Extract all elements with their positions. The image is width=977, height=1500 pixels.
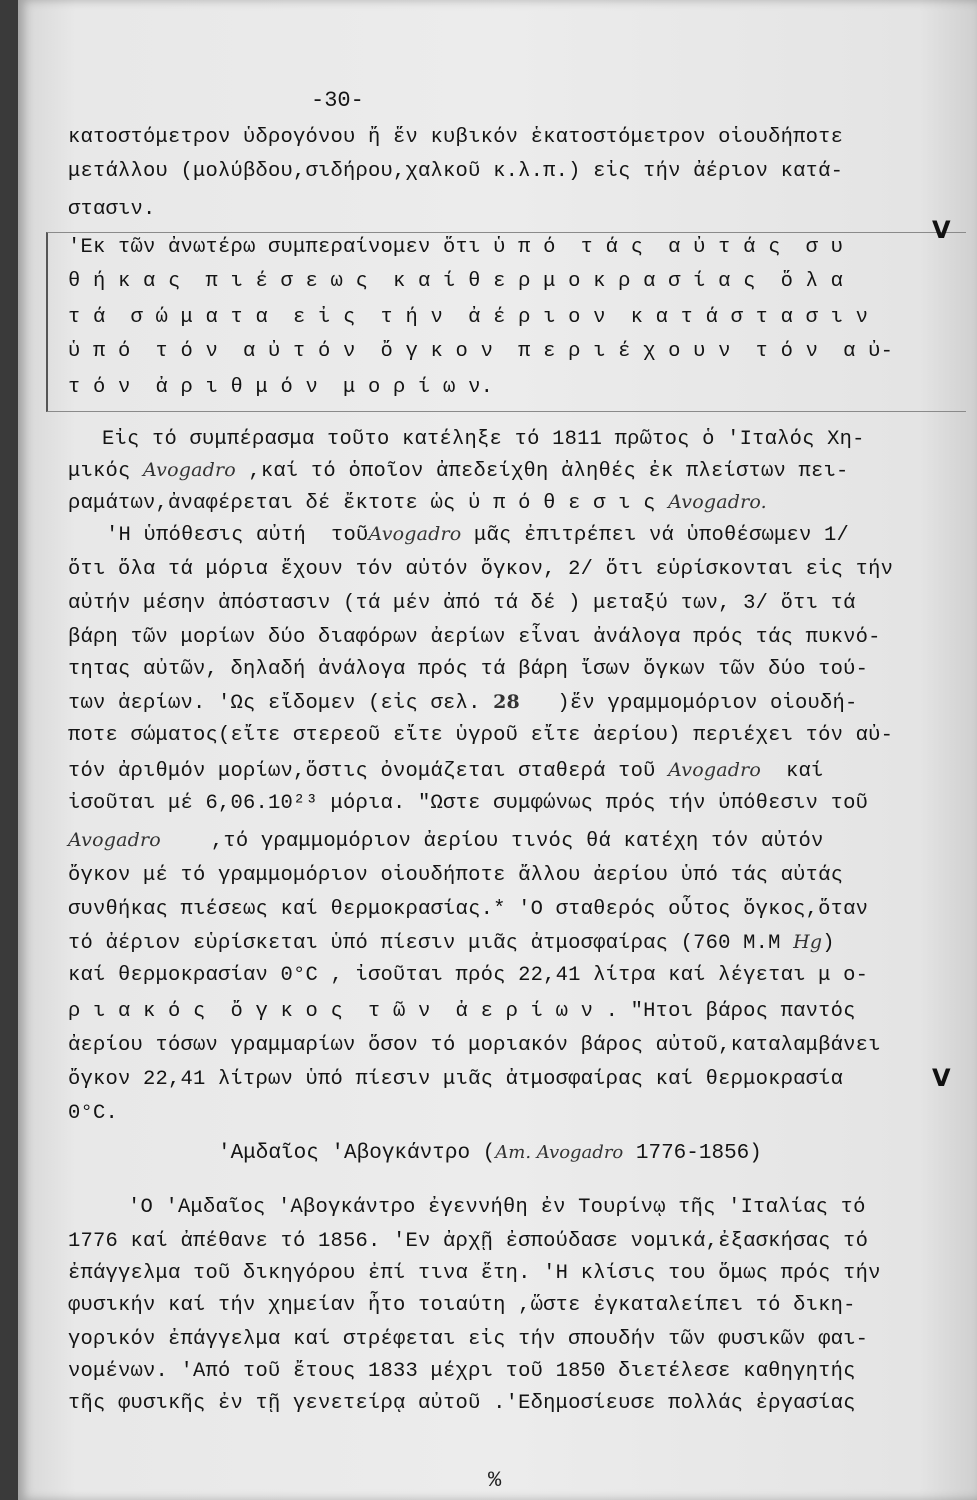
- text-line: ὄγκον 22,41 λίτρων ὑπό πίεσιν μιᾶς ἀτμοσφαίρας καί θερμοκρασία: [68, 1068, 844, 1091]
- text-line: ραμάτων,ἀναφέρεται δέ ἔκτοτε ὡς ὑ π ό θ ε σ ι ς Avogadro.: [68, 491, 767, 515]
- text-line: αὐτήν μέσην ἀπόστασιν (τά μέν ἀπό τά δέ ) μεταξύ των, 3/ ὅτι τά: [68, 592, 856, 615]
- boxed-line: τ ά σ ώ μ α τ α ε ἰ ς τ ή ν ἀ έ ρ ι ο ν κ α τ ά σ τ α σ ι ν: [68, 306, 869, 329]
- handwritten-name: Avogadro: [143, 459, 236, 481]
- document-page: [18, 0, 977, 1500]
- text-line: ἰσοῦται μέ 6,06.10²³ μόρια. "Ωστε συμφώνως πρός τήν ὑπόθεσιν τοῦ: [68, 792, 869, 815]
- text-line: γορικόν ἐπάγγελμα καί στρέφεται εἰς τήν σπουδήν τῶν φυσικῶν φαι-: [68, 1328, 869, 1351]
- page-number: -30-: [311, 88, 364, 113]
- handwritten-name: Avogadro.: [668, 491, 767, 513]
- handwritten-page-ref: 28: [493, 691, 520, 713]
- text-line: νομένων. 'Από τοῦ ἔτους 1833 μέχρι τοῦ 1850 διετέλεσε καθηγητής: [68, 1360, 856, 1383]
- text-line: ρ ι α κ ό ς ὄ γ κ ο ς τ ῶ ν ἀ ε ρ ί ω ν . "Ητοι βάρος παντός: [68, 1000, 856, 1023]
- text-line: 'Η ὑπόθεσις αὐτή τοῦAvogadro μᾶς ἐπιτρέπει νά ὑποθέσωμεν 1/: [106, 523, 850, 547]
- handwritten-unit: Hg: [793, 931, 823, 953]
- check-mark-icon: V: [932, 1064, 951, 1092]
- text-line: μικός Avogadro ,καί τό ὁποῖον ἀπεδείχθη ἀληθές ἐκ πλείστων πει-: [68, 459, 849, 483]
- footer-mark: %: [488, 1468, 502, 1493]
- text-line: ποτε σώματος(εἴτε στερεοῦ εἴτε ὑγροῦ εἴτε ἀερίου) περιέχει τόν αὐ-: [68, 724, 894, 747]
- text-line: ὅτι ὅλα τά μόρια ἔχουν τόν αὐτόν ὄγκον, 2/ ὅτι εὑρίσκονται εἰς τήν: [68, 558, 894, 581]
- text-line: ἀερίου τόσων γραμμαρίων ὅσον τό μοριακόν βάρος αὐτοῦ,καταλαμβάνει: [68, 1034, 881, 1057]
- text-line: τό ἀέριον εὑρίσκεται ὑπό πίεσιν μιᾶς ἀτμοσφαίρας (760 Μ.Μ Hg): [68, 931, 835, 955]
- handwritten-name: Avogadro: [68, 829, 161, 851]
- text-line: συνθήκας πιέσεως καί θερμοκρασίας.* 'Ο σταθερός οὗτος ὄγκος,ὅταν: [68, 898, 869, 921]
- section-heading: 'Αμδαῖος 'Αβογκάντρο (Am. Avogadro 1776-1856): [218, 1142, 762, 1165]
- text-line: στασιν.: [68, 198, 156, 221]
- text-line: τῆς φυσικῆς ἐν τῇ γενετείρᾳ αὐτοῦ .'Εδημοσίευσε πολλάς ἐργασίας: [68, 1392, 856, 1415]
- text-line: ὄγκον μέ τό γραμμομόριον οἱουδήποτε ἄλλου ἀερίου ὑπό τάς αὐτάς: [68, 864, 844, 887]
- boxed-line: 'Εκ τῶν ἀνωτέρω συμπεραίνομεν ὅτι ὑ π ό τ ά ς α ὐ τ ά ς σ υ: [68, 236, 844, 259]
- text-line: Εἰς τό συμπέρασμα τοῦτο κατέληξε τό 1811 πρῶτος ὁ 'Ιταλός Χη-: [102, 428, 865, 451]
- handwritten-name: Am. Avogadro: [495, 1142, 624, 1163]
- text-line: ἐπάγγελμα τοῦ δικηγόρου ἐπί τινα ἔτη. 'Η κλίσις του ὅμως πρός τήν: [68, 1262, 881, 1285]
- text-line: μετάλλου (μολύβδου,σιδήρου,χαλκοῦ κ.λ.π.) εἰς τήν ἀέριον κατά-: [68, 160, 844, 183]
- text-line: Avogadro ,τό γραμμομόριον ἀερίου τινός θά κατέχη τόν αὐτόν: [68, 829, 824, 853]
- text-line: 'Ο 'Αμδαῖος 'Αβογκάντρο ἐγεννήθη ἐν Τουρίνῳ τῆς 'Ιταλίας τό: [128, 1196, 866, 1219]
- text-line: των ἀερίων. 'Ως εἴδομεν (εἰς σελ. 28 )ἕν γραμμομόριον οἱουδή-: [68, 691, 858, 715]
- boxed-line: τ ό ν ἀ ρ ι θ μ ό ν μ ο ρ ί ω ν.: [68, 376, 494, 399]
- text-line: τητας αὐτῶν, δηλαδή ἀνάλογα πρός τά βάρη ἴσων ὄγκων τῶν δύο τού-: [68, 658, 869, 681]
- text-line: 0°C.: [68, 1102, 119, 1125]
- text-line: κατοστόμετρον ὑδρογόνου ἤ ἕν κυβικόν ἑκατοστόμετρον οἱουδήποτε: [68, 126, 844, 149]
- check-mark-icon: V: [932, 216, 951, 244]
- boxed-line: ὑ π ό τ ό ν α ὐ τ ό ν ὄ γ κ ο ν π ε ρ ι έ χ ο υ ν τ ό ν α ὐ-: [68, 340, 894, 363]
- handwritten-name: Avogadro: [668, 759, 762, 781]
- text-line: 1776 καί ἀπέθανε τό 1856. 'Εν ἀρχῇ ἐσπούδασε νομικά,ἐξασκήσας τό: [68, 1230, 869, 1253]
- handwritten-name: Avogadro: [368, 523, 462, 545]
- boxed-line: θ ή κ α ς π ι έ σ ε ω ς κ α ί θ ε ρ μ ο κ ρ α σ ί α ς ὅ λ α: [68, 270, 844, 293]
- text-line: καί θερμοκρασίαν 0°C , ἰσοῦται πρός 22,41 λίτρα καί λέγεται μ ο-: [68, 964, 869, 987]
- text-line: τόν ἀριθμόν μορίων,ὅστις ὀνομάζεται σταθερά τοῦ Avogadro καί: [68, 759, 824, 783]
- text-line: φυσικήν καί τήν χημείαν ἦτο τοιαύτη ,ὥστε ἐγκαταλείπει τό δικη-: [68, 1294, 856, 1317]
- text-line: βάρη τῶν μορίων δύο διαφόρων ἀερίων εἶναι ἀνάλογα πρός τάς πυκνό-: [68, 626, 881, 649]
